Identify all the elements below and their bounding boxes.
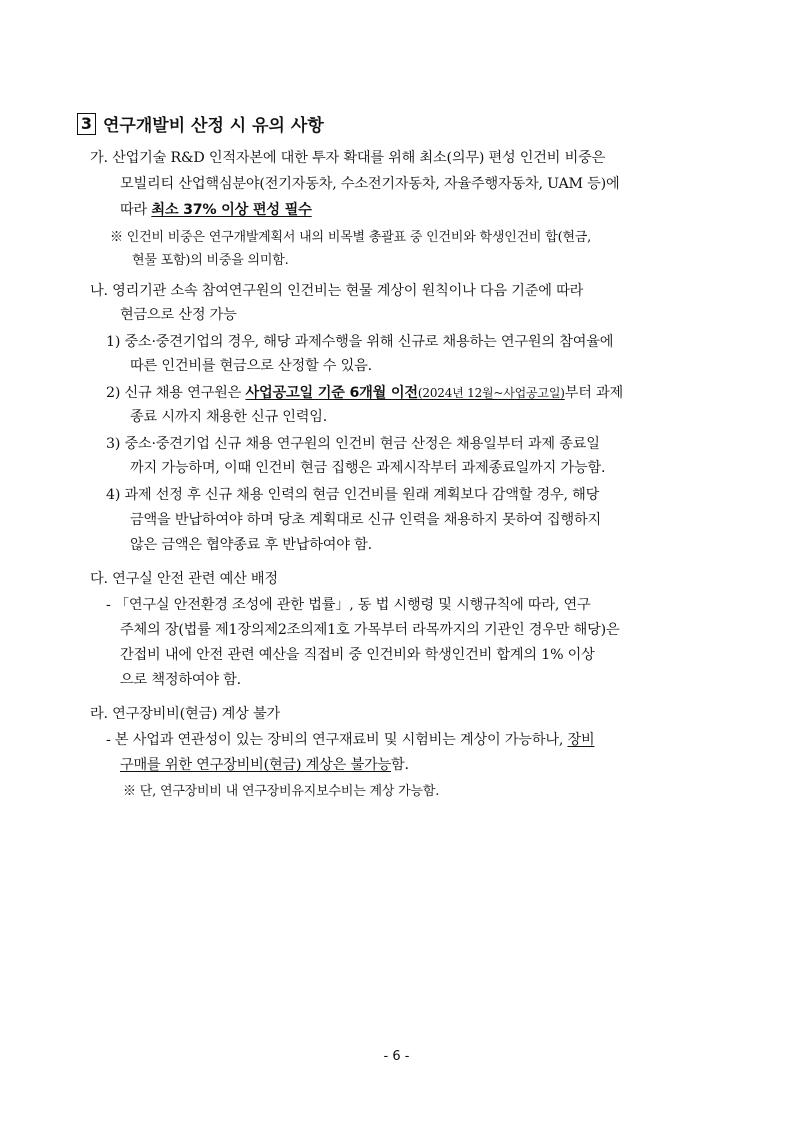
item-da-dash-line-3: 간접비 내에 안전 관련 예산을 직접비 중 인건비와 학생인건비 합계의 1% 이상	[120, 647, 595, 663]
item-na-sub-2-line-1	[106, 383, 623, 403]
item-ga-note-line-2: 현물 포함)의 비중을 의미함.	[132, 253, 289, 268]
section-heading	[77, 111, 324, 136]
min-ratio-emphasis: 최소 37% 이상 편성 필수	[151, 202, 312, 218]
item-ra-dash-prefix: - 본 사업과 연관성이 있는 장비의 연구재료비 및 시험비는 계상이 가능하나,	[106, 732, 568, 748]
section-number-box: 3	[77, 113, 96, 135]
item-da-dash-line-1: - 「연구실 안전환경 조성에 관한 법률」, 동 법 시행령 및 시행규칙에 따라, 연구	[106, 597, 591, 613]
item-ra-dash-line-1	[106, 730, 594, 750]
item-na-sub-1-line-1: 1) 중소·중견기업의 경우, 해당 과제수행을 위해 신규로 채용하는 연구원의 참여율에	[106, 334, 614, 350]
item-ra-note: ※ 단, 연구장비비 내 연구장비유지보수비는 계상 가능함.	[123, 784, 440, 799]
item-na-sub-2-line-2: 종료 시까지 채용한 신규 인력임.	[130, 409, 328, 425]
item-da-dash-line-2: 주체의 장(법률 제1장의제2조의제1호 가목부터 라목까지의 기관인 경우만 해당)은	[120, 622, 620, 638]
item-na-sub-1-line-2: 따른 인건비를 현금으로 산정할 수 있음.	[130, 358, 372, 374]
item-ga-note-line-1: ※ 인건비 비중은 연구개발계획서 내의 비목별 총괄표 중 인건비와 학생인건비 합(현금,	[110, 230, 592, 245]
equipment-purchase-restriction: 구매를 위한 연구장비비(현금) 계상은 불가능	[120, 757, 392, 773]
item-na-line-2: 현금으로 산정 가능	[120, 307, 237, 323]
item-ga-line-2: 모빌리티 산업핵심분야(전기자동차, 수소전기자동차, 자율주행자동차, UAM 등)에	[120, 176, 620, 192]
section-title: 연구개발비 산정 시 유의 사항	[103, 116, 324, 136]
item-na-sub-4-line-2: 금액을 반납하여야 하며 당초 계획대로 신규 인력을 채용하지 못하여 집행하지	[130, 512, 601, 528]
item-ga-line-3	[120, 200, 312, 220]
item-ga-line-3-prefix: 따라	[120, 202, 152, 218]
item-na-sub-3-line-2: 까지 가능하며, 이때 인건비 현금 집행은 과제시작부터 과제종료일까지 가능함.	[130, 460, 606, 476]
item-ga-line-1: 가. 산업기술 R&D 인적자본에 대한 투자 확대를 위해 최소(의무) 편성 인건비 비중은	[90, 150, 606, 166]
item-na-sub-4-line-3: 않은 금액은 협약종료 후 반납하여야 함.	[130, 537, 372, 553]
item-na-sub-3-line-1: 3) 중소·중견기업 신규 채용 연구원의 인건비 현금 산정은 채용일부터 과제 종료일	[106, 436, 600, 452]
hiring-period-emphasis: 사업공고일 기준 6개월 이전	[245, 385, 418, 401]
item-ra-dash-suffix: 함.	[391, 757, 409, 773]
item-ra-line-1: 라. 연구장비비(현금) 계상 불가	[90, 706, 280, 722]
item-na-sub-4-line-1: 4) 과제 선정 후 신규 채용 인력의 현금 인건비를 원래 계획보다 감액할 경우, 해당	[106, 487, 600, 503]
item-na-sub-2-suffix: 부터 과제	[564, 385, 624, 401]
item-na-sub-2-prefix: 2) 신규 채용 연구원은	[106, 385, 246, 401]
equipment-underline-start: 장비	[567, 732, 595, 748]
hiring-period-range: (2024년 12월~사업공고일)	[417, 386, 565, 400]
item-da-dash-line-4: 으로 책정하여야 함.	[120, 672, 241, 688]
item-na-line-1: 나. 영리기관 소속 참여연구원의 인건비는 현물 계상이 원칙이나 다음 기준에 따라	[90, 283, 584, 299]
item-ra-dash-line-2	[120, 755, 409, 775]
page-number: - 6 -	[383, 1049, 410, 1064]
item-da-line-1: 다. 연구실 안전 관련 예산 배정	[90, 571, 278, 587]
